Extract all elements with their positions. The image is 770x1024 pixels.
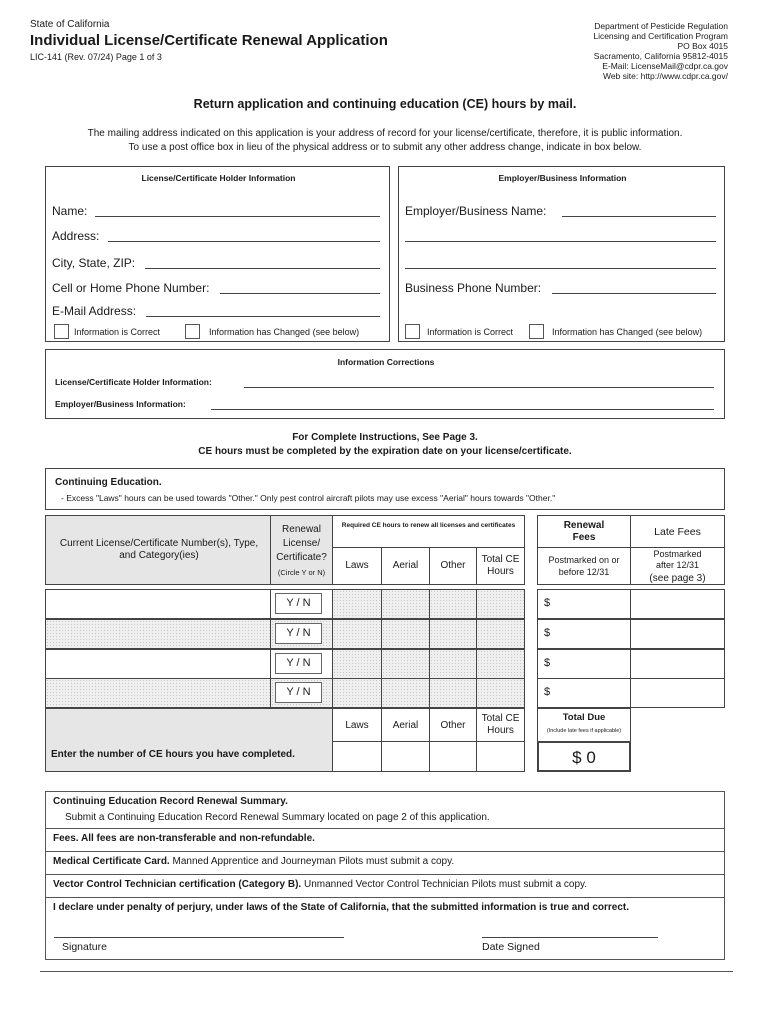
total-due-note: (Include late fees if applicable) (546, 728, 622, 734)
completed-laws-input[interactable] (332, 741, 382, 772)
employer-heading: Employer/Business Information (498, 173, 627, 183)
holder-name-input[interactable] (95, 216, 380, 217)
ce-header-box (45, 468, 725, 510)
required-aerial-cell (381, 678, 430, 708)
required-total-cell (476, 678, 525, 708)
required-total-cell (476, 649, 525, 679)
total-aerial-header (381, 708, 430, 742)
th-renewal-fees-text: Renewal Fees (563, 520, 605, 543)
dollar-sign: $ (544, 686, 551, 698)
yn-selector[interactable]: Y / N (275, 682, 322, 703)
renewal-fee-input[interactable] (537, 589, 631, 619)
required-other-cell (429, 589, 477, 619)
holder-city-label: City, State, ZIP: (52, 256, 136, 270)
department-address (593, 21, 728, 81)
total-laws-header (332, 708, 382, 742)
th-late-fees-text: Late Fees (654, 526, 701, 538)
completed-other-input[interactable] (429, 741, 477, 772)
corrections-employer-input[interactable] (211, 409, 714, 410)
holder-heading: License/Certificate Holder Information (141, 173, 296, 183)
total-due-label: Total Due (562, 712, 606, 723)
th-license (45, 515, 271, 585)
late-fee-input[interactable] (630, 589, 725, 619)
dept-line: Licensing and Certification Program (593, 31, 728, 41)
total-due-value: $ 0 (572, 748, 596, 767)
late-fee-input[interactable] (630, 619, 725, 649)
license-number-input[interactable] (45, 619, 271, 649)
declaration-text: I declare under penalty of perjury, under laws of the State of California, that the submitted information is true and correct. (53, 902, 630, 913)
enter-hours-label: Enter the number of CE hours you have completed. (51, 749, 295, 760)
th-required-ce-text: Required CE hours to renew all licenses and certificates (341, 522, 516, 529)
th-renewal-fees (537, 515, 631, 548)
dept-line: Web site: http://www.cdpr.ca.gov/ (602, 71, 728, 81)
signature-input[interactable] (54, 937, 344, 938)
employer-phone-input[interactable] (552, 293, 716, 294)
declaration-box (45, 897, 725, 960)
total-due-header (537, 708, 631, 742)
holder-phone-label: Cell or Home Phone Number: (52, 281, 210, 295)
summary-ce-record-row (45, 791, 725, 828)
required-aerial-cell (381, 649, 430, 679)
required-laws-cell (332, 619, 382, 649)
intro-heading: Return application and continuing education (CE) hours by mail. (193, 97, 577, 111)
holder-email-input[interactable] (146, 316, 380, 317)
state-label: State of California (30, 19, 110, 30)
completed-aerial-input[interactable] (381, 741, 430, 772)
date-signed-input[interactable] (482, 937, 658, 938)
employer-phone-label: Business Phone Number: (405, 281, 542, 295)
employer-correct-label: Information is Correct (427, 327, 514, 337)
ce-heading: Continuing Education. (55, 477, 162, 488)
employer-name-label: Employer/Business Name: (405, 204, 547, 218)
required-aerial-cell (381, 589, 430, 619)
intro-line-1: The mailing address indicated on this application is your address of record for your license/certificate, therefore, it is public information. (87, 128, 683, 139)
corrections-holder-label: License/Certificate Holder Information: (55, 377, 212, 387)
yn-selector[interactable]: Y / N (275, 623, 322, 644)
th-laws (332, 547, 382, 585)
holder-email-label: E-Mail Address: (52, 304, 137, 318)
license-number-input[interactable] (45, 589, 271, 619)
total-laws-header-text: Laws (345, 720, 369, 731)
total-other-header (429, 708, 477, 742)
required-other-cell (429, 678, 477, 708)
enter-hours-cell (45, 708, 333, 772)
holder-name-label: Name: (52, 204, 88, 218)
th-license-text: Current License/Certificate Number(s), Type, and Category(ies) (59, 538, 259, 561)
form-title: Individual License/Certificate Renewal Application (30, 32, 388, 49)
late-fee-input[interactable] (630, 649, 725, 679)
required-laws-cell (332, 589, 382, 619)
dollar-sign: $ (544, 627, 551, 639)
dollar-sign: $ (544, 597, 551, 609)
renewal-yn-cell[interactable] (270, 649, 333, 679)
dept-line: E-Mail: LicenseMail@cdpr.ca.gov (602, 61, 728, 71)
renewal-yn-cell[interactable] (270, 589, 333, 619)
holder-address-label: Address: (52, 229, 100, 243)
holder-correct-label: Information is Correct (74, 327, 161, 337)
renewal-fee-input[interactable] (537, 678, 631, 708)
employer-info-box (398, 166, 725, 342)
total-other-header-text: Other (440, 720, 466, 731)
renewal-yn-cell[interactable] (270, 619, 333, 649)
th-total-ce-text: Total CE Hours (481, 554, 520, 577)
corrections-box (45, 349, 725, 419)
corrections-heading: Information Corrections (337, 357, 435, 367)
renewal-fee-input[interactable] (537, 649, 631, 679)
holder-address-input[interactable] (108, 241, 380, 242)
th-total-ce (476, 547, 525, 585)
summary-medical-title: Medical Certificate Card. (53, 856, 170, 867)
summary-fees-row: Fees. All fees are non-transferable and non-refundable. (45, 828, 725, 851)
required-other-cell (429, 619, 477, 649)
holder-city-input[interactable] (145, 268, 380, 269)
total-ce-header (476, 708, 525, 742)
footer-rule (40, 971, 733, 972)
summary-vector-text: Unmanned Vector Control Technician Pilots must submit a copy. (303, 879, 588, 890)
instructions-line-2: CE hours must be completed by the expiration date on your license/certificate. (198, 446, 572, 457)
date-signed-label: Date Signed (482, 941, 540, 953)
yn-selector[interactable]: Y / N (275, 593, 322, 614)
yn-selector[interactable]: Y / N (275, 653, 322, 674)
th-other (429, 547, 477, 585)
summary-vector-row (45, 874, 725, 897)
employer-address-line-1[interactable] (405, 241, 716, 242)
employer-changed-checkbox[interactable] (529, 324, 544, 339)
license-number-input[interactable] (45, 678, 271, 708)
total-ce-header-text: Total CE Hours (481, 713, 520, 736)
employer-address-line-2[interactable] (405, 268, 716, 269)
employer-name-input[interactable] (562, 216, 716, 217)
required-other-cell (429, 649, 477, 679)
instructions-line-1: For Complete Instructions, See Page 3. (292, 432, 478, 443)
holder-phone-input[interactable] (220, 293, 380, 294)
corrections-holder-input[interactable] (244, 387, 714, 388)
th-renewal-l2: License/ (282, 538, 321, 549)
holder-changed-checkbox[interactable] (185, 324, 200, 339)
total-due-value-cell[interactable] (537, 741, 631, 772)
required-laws-cell (332, 649, 382, 679)
th-postmarked-after (630, 547, 725, 585)
summary-ce-record-title: Continuing Education Record Renewal Summary. (53, 796, 288, 807)
th-renewal-l4: (Circle Y or N) (277, 568, 326, 577)
holder-correct-checkbox[interactable] (54, 324, 69, 339)
th-postmarked-on (537, 547, 631, 585)
summary-vector-title: Vector Control Technician certification (Category B). (53, 879, 302, 890)
form-header (30, 19, 388, 62)
summary-medical-text: Manned Apprentice and Journeyman Pilots must submit a copy. (172, 856, 455, 867)
corrections-employer-label: Employer/Business Information: (55, 399, 186, 409)
th-required-ce (332, 515, 525, 548)
required-total-cell (476, 619, 525, 649)
license-number-input[interactable] (45, 649, 271, 679)
renewal-yn-cell[interactable] (270, 678, 333, 708)
th-aerial (381, 547, 430, 585)
th-late-fees (630, 515, 725, 548)
th-renewal (270, 515, 333, 585)
ce-note: - Excess "Laws" hours can be used towards "Other." Only pest control aircraft pilots may use excess "Aerial" hours towards "Other." (61, 493, 556, 503)
th-aerial-text: Aerial (392, 560, 419, 571)
form-revision: LIC-141 (Rev. 07/24) Page 1 of 3 (30, 52, 162, 62)
completed-total-input[interactable] (476, 741, 525, 772)
intro-line-2: To use a post office box in lieu of the physical address or to submit any other address change, indicate in box below. (128, 142, 642, 153)
summary-medical-row (45, 851, 725, 874)
dept-line: Sacramento, California 95812-4015 (593, 51, 728, 61)
dept-line: Department of Pesticide Regulation (594, 21, 728, 31)
th-postmarked-on-text: Postmarked on or before 12/31 (548, 555, 620, 577)
th-renewal-l1: Renewal (282, 524, 321, 535)
th-see-page: (see page 3) (649, 573, 706, 584)
th-other-text: Other (440, 560, 466, 571)
dept-line: PO Box 4015 (677, 41, 728, 51)
employer-changed-label: Information has Changed (see below) (552, 327, 703, 337)
employer-correct-checkbox[interactable] (405, 324, 420, 339)
required-laws-cell (332, 678, 382, 708)
th-laws-text: Laws (345, 560, 369, 571)
holder-changed-label: Information has Changed (see below) (209, 327, 360, 337)
total-aerial-header-text: Aerial (392, 720, 419, 731)
late-fee-input[interactable] (630, 678, 725, 708)
dollar-sign: $ (544, 657, 551, 669)
required-aerial-cell (381, 619, 430, 649)
required-total-cell (476, 589, 525, 619)
renewal-fee-input[interactable] (537, 619, 631, 649)
th-renewal-l3: Certificate? (276, 552, 327, 563)
holder-info-box (45, 166, 390, 342)
summary-ce-record-text: Submit a Continuing Education Record Renewal Summary located on page 2 of this application. (65, 812, 490, 823)
signature-label: Signature (62, 941, 107, 953)
th-postmarked-after-text: Postmarked after 12/31 (653, 549, 702, 570)
